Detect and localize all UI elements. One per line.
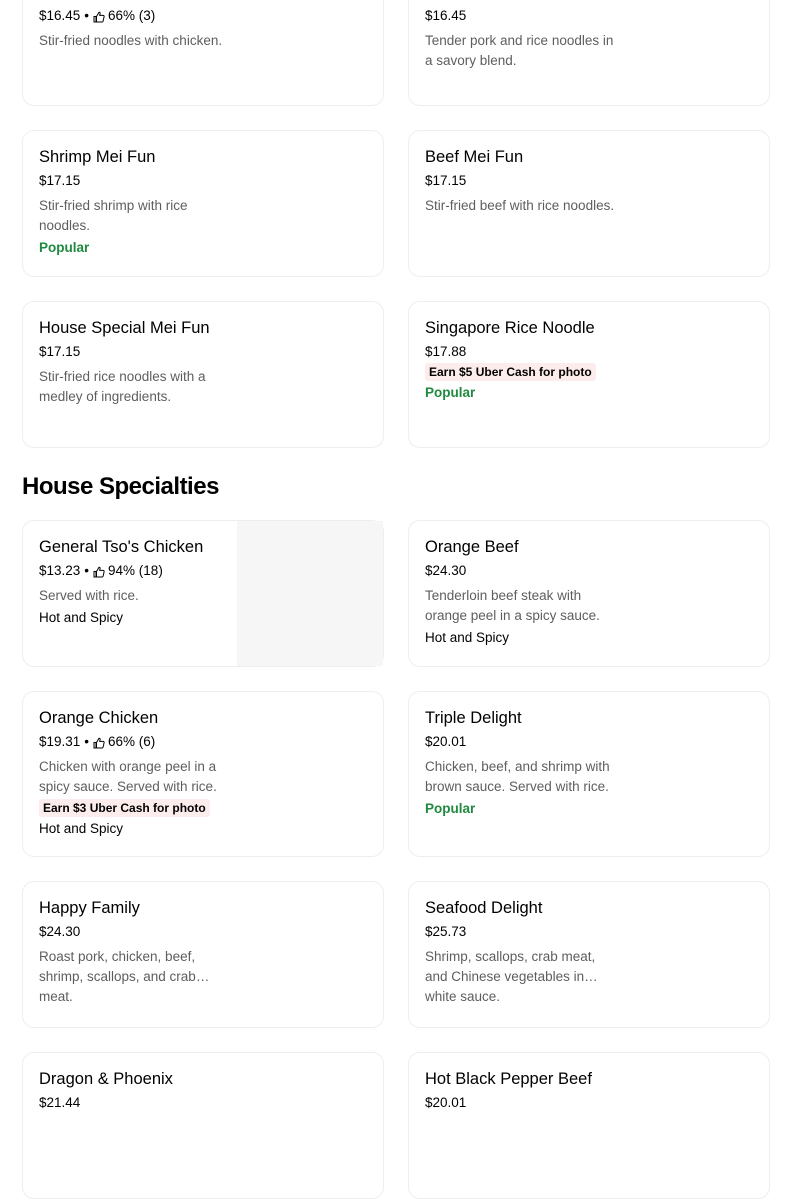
menu-item-price: $16.45 <box>39 8 81 23</box>
meta-separator: • <box>84 8 90 23</box>
menu-item-info <box>425 537 625 648</box>
menu-item-description: Stir-fried beef with rice noodles. <box>425 198 615 213</box>
menu-item-price: $20.01 <box>425 1095 467 1110</box>
menu-item-card[interactable] <box>408 0 770 106</box>
spicy-tag: Hot and Spicy <box>39 821 124 836</box>
menu-item-title: Orange Chicken <box>39 709 159 727</box>
menu-item-card[interactable] <box>22 881 384 1028</box>
menu-item-meta <box>39 923 239 941</box>
menu-item-meta <box>425 172 625 190</box>
meta-separator: • <box>84 563 90 578</box>
uber-cash-badge: Earn $3 Uber Cash for photo <box>39 799 210 817</box>
thumbs-up-icon <box>93 565 105 577</box>
menu-item-meta <box>39 7 239 25</box>
menu-item-price: $24.30 <box>425 563 467 578</box>
menu-item-title: House Special Mei Fun <box>39 319 210 337</box>
menu-item-meta <box>39 562 239 580</box>
menu-item-image <box>237 521 383 666</box>
menu-item-description: Stir-fried noodles with chicken. <box>39 33 223 48</box>
menu-item-price: $13.23 <box>39 563 81 578</box>
menu-item-meta <box>39 1094 239 1112</box>
menu-item-info <box>39 537 239 628</box>
menu-item-meta <box>39 172 239 190</box>
menu-item-card[interactable] <box>22 130 384 277</box>
menu-item-description: Served with rice. <box>39 588 139 603</box>
menu-item-card[interactable] <box>408 691 770 857</box>
menu-item-info <box>425 708 625 819</box>
menu-item-title: Shrimp Mei Fun <box>39 148 156 166</box>
menu-item-info <box>425 147 625 216</box>
menu-item-rating: 66% (3) <box>108 8 156 23</box>
menu-item-price: $20.01 <box>425 734 467 749</box>
menu-item-price: $25.73 <box>425 924 467 939</box>
menu-item-description: Chicken with orange peel in a spicy sauce. Served with rice. <box>39 759 217 794</box>
menu-item-price: $16.45 <box>425 8 467 23</box>
menu-item-description: Chicken, beef, and shrimp with brown sauce. Served with rice. <box>425 759 610 794</box>
menu-item-description: Roast pork, chicken, beef, shrimp, scallops, and crab meat. <box>39 949 196 1004</box>
menu-item-meta <box>425 7 625 25</box>
menu-item-info <box>425 898 625 1004</box>
menu-item-description: Shrimp, scallops, crab meat, and Chinese vegetables in white sauce. <box>425 949 596 1004</box>
menu-item-info <box>39 898 239 1004</box>
menu-item-card[interactable] <box>22 0 384 106</box>
menu-item-card[interactable] <box>22 1052 384 1199</box>
menu-item-info <box>39 7 239 51</box>
menu-item-info <box>425 7 625 71</box>
popular-label: Popular <box>425 801 476 816</box>
menu-item-price: $24.30 <box>39 924 81 939</box>
menu-item-meta <box>425 923 625 941</box>
menu-item-price: $21.44 <box>39 1095 81 1110</box>
menu-item-title: Seafood Delight <box>425 899 543 917</box>
menu-item-card[interactable] <box>22 520 384 667</box>
menu-item-card[interactable] <box>408 1052 770 1199</box>
menu-item-description: Stir-fried shrimp with rice noodles. <box>39 198 188 233</box>
popular-label: Popular <box>425 385 476 400</box>
menu-item-info <box>39 708 239 839</box>
menu-item-title: Singapore Rice Noodle <box>425 319 595 337</box>
menu-item-description: Tender pork and rice noodles in a savory blend. <box>425 33 614 68</box>
menu-item-description: Tenderloin beef steak with orange peel in a spicy sauce. <box>425 588 600 623</box>
spicy-tag: Hot and Spicy <box>425 630 510 645</box>
menu-item-info <box>39 1069 239 1112</box>
menu-item-meta <box>425 343 625 361</box>
menu-item-title: Orange Beef <box>425 538 519 556</box>
menu-item-info <box>39 318 239 407</box>
menu-item-rating: 94% (18) <box>108 563 163 578</box>
menu-item-card[interactable] <box>408 881 770 1028</box>
menu-item-price: $17.15 <box>425 173 467 188</box>
menu-item-info <box>425 1069 625 1112</box>
popular-label: Popular <box>39 240 90 255</box>
menu-item-card[interactable] <box>408 520 770 667</box>
menu-item-card[interactable] <box>22 691 384 857</box>
spicy-tag: Hot and Spicy <box>39 610 124 625</box>
menu-item-price: $17.88 <box>425 344 467 359</box>
menu-item-info <box>39 147 239 258</box>
menu-item-title: Beef Mei Fun <box>425 148 524 166</box>
menu-item-title: Dragon & Phoenix <box>39 1070 173 1088</box>
menu-item-title: General Tso's Chicken <box>39 538 204 556</box>
section-title: House Specialties <box>22 473 219 500</box>
menu-item-card[interactable] <box>408 130 770 277</box>
uber-cash-badge: Earn $5 Uber Cash for photo <box>425 363 596 381</box>
thumbs-up-icon <box>93 10 105 22</box>
menu-item-meta <box>425 1094 625 1112</box>
menu-item-title: Hot Black Pepper Beef <box>425 1070 592 1088</box>
menu-item-price: $17.15 <box>39 173 81 188</box>
menu-item-rating: 66% (6) <box>108 734 156 749</box>
menu-item-title: Triple Delight <box>425 709 522 727</box>
menu-item-meta <box>39 733 239 751</box>
menu-item-info <box>425 318 625 403</box>
menu-item-meta <box>39 343 239 361</box>
menu-item-description: Stir-fried rice noodles with a medley of ingredients. <box>39 369 206 404</box>
menu-item-meta <box>425 733 625 751</box>
thumbs-up-icon <box>93 736 105 748</box>
menu-item-meta <box>425 562 625 580</box>
meta-separator: • <box>84 734 90 749</box>
menu-item-title: Happy Family <box>39 899 140 917</box>
menu-item-card[interactable] <box>22 301 384 448</box>
menu-item-price: $17.15 <box>39 344 81 359</box>
menu-item-card[interactable] <box>408 301 770 448</box>
menu-item-price: $19.31 <box>39 734 81 749</box>
